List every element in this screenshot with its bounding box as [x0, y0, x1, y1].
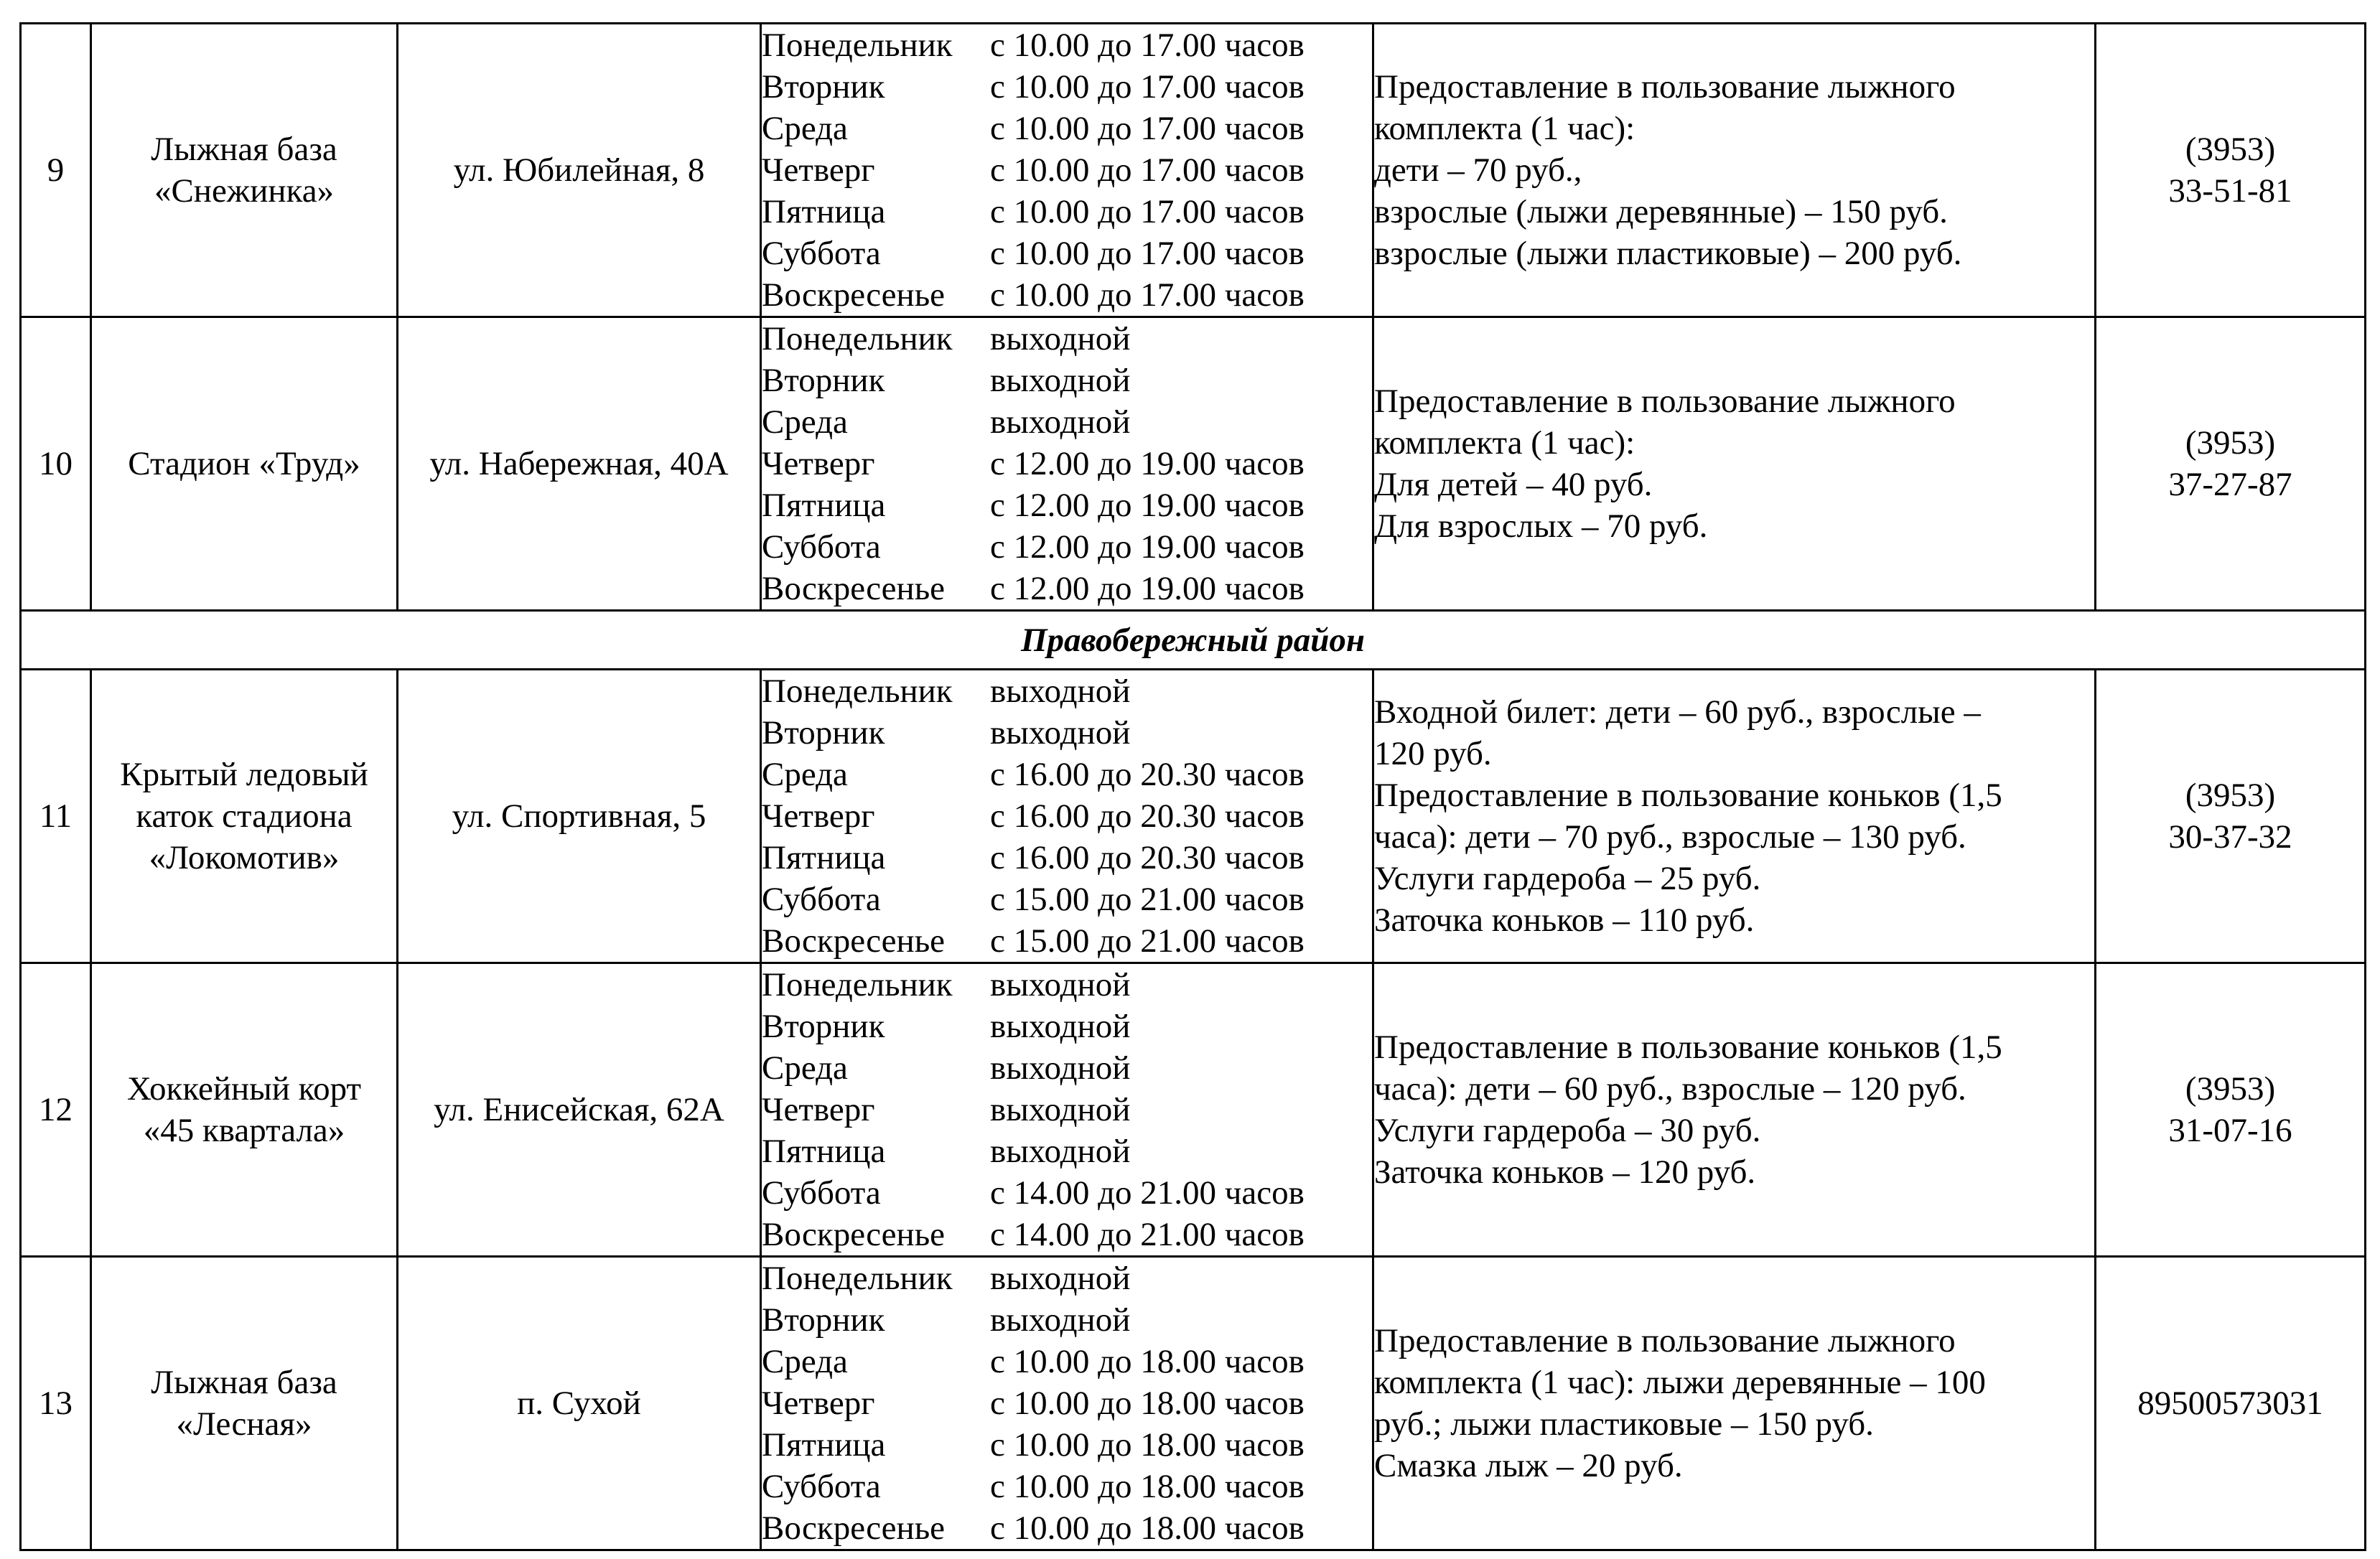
schedule-day: Четверг: [762, 1091, 875, 1128]
price-line: часа): дети – 60 руб., взрослые – 120 руб.: [1374, 1070, 1966, 1108]
schedule-hours: с 12.00 до 19.00 часов: [990, 487, 1305, 524]
price-line: комплекта (1 час): лыжи деревянные – 100: [1374, 1364, 1986, 1401]
schedule-line: [762, 670, 1372, 712]
schedule-line: [762, 837, 1372, 879]
phone-cell: [2096, 963, 2366, 1257]
facility-name-line: «45 квартала»: [143, 1112, 345, 1149]
facility-name-line: «Лесная»: [176, 1405, 312, 1443]
schedule-hours: с 16.00 до 20.30 часов: [990, 797, 1305, 835]
schedule-day: Четверг: [762, 797, 875, 835]
schedule-line: [762, 1089, 1372, 1130]
price-line: Входной билет: дети – 60 руб., взрослые –: [1374, 693, 1981, 731]
price-cell: [1373, 317, 2096, 611]
row-number: 11: [21, 670, 91, 963]
schedule-day: Понедельник: [762, 673, 953, 710]
price-line: взрослые (лыжи деревянные) – 150 руб.: [1374, 193, 1948, 230]
facility-name-line: Лыжная база: [151, 1364, 337, 1401]
price-line: часа): дети – 70 руб., взрослые – 130 руб.: [1374, 818, 1966, 856]
schedule-hours: выходной: [990, 966, 1131, 1003]
schedule-line: [762, 108, 1372, 149]
facility-name: [91, 670, 398, 963]
schedule-line: [762, 1130, 1372, 1172]
schedule-hours: с 12.00 до 19.00 часов: [990, 528, 1305, 566]
price-line: Предоставление в пользование коньков (1,5: [1374, 777, 2002, 814]
phone-line: 31-07-16: [2168, 1112, 2292, 1149]
schedule-day: Воскресенье: [762, 570, 945, 607]
facility-name-line: «Локомотив»: [149, 839, 340, 876]
facility-name-line: Крытый ледовый: [120, 756, 368, 793]
schedule-day: Пятница: [762, 193, 886, 230]
phone-cell: [2096, 670, 2366, 963]
schedule-day: Понедельник: [762, 320, 953, 357]
schedule-line: [762, 1047, 1372, 1089]
price-line: Предоставление в пользование лыжного: [1374, 1322, 1956, 1359]
schedule-day: Среда: [762, 403, 848, 441]
schedule-day: Вторник: [762, 68, 885, 106]
schedule-day: Вторник: [762, 362, 885, 399]
schedule-line: [762, 1382, 1372, 1424]
schedule-day: Среда: [762, 1343, 848, 1380]
schedule-day: Понедельник: [762, 966, 953, 1003]
schedule-line: [762, 1424, 1372, 1466]
schedule-hours: с 16.00 до 20.30 часов: [990, 756, 1305, 793]
schedule-line: [762, 1341, 1372, 1382]
phone-cell: [2096, 24, 2366, 317]
schedule-day: Суббота: [762, 1174, 881, 1212]
price-line: Для взрослых – 70 руб.: [1374, 507, 1708, 545]
schedule-hours: выходной: [990, 1133, 1131, 1170]
schedule-hours: с 10.00 до 18.00 часов: [990, 1385, 1305, 1422]
schedule-hours: с 10.00 до 17.00 часов: [990, 193, 1305, 230]
schedule-hours: с 10.00 до 18.00 часов: [990, 1343, 1305, 1380]
facility-address: ул. Спортивная, 5: [398, 670, 761, 963]
schedule-line: [762, 1214, 1372, 1255]
schedule-hours: с 12.00 до 19.00 часов: [990, 445, 1305, 482]
schedule-day: Воскресенье: [762, 1216, 945, 1253]
facilities-table: [19, 22, 2366, 1551]
schedule-line: [762, 1258, 1372, 1299]
price-line: Услуги гардероба – 25 руб.: [1374, 860, 1761, 897]
schedule-hours: с 16.00 до 20.30 часов: [990, 839, 1305, 876]
schedule-day: Вторник: [762, 1008, 885, 1045]
price-cell: [1373, 670, 2096, 963]
schedule-day: Пятница: [762, 1133, 886, 1170]
facility-name-line: «Снежинка»: [154, 172, 335, 210]
schedule-line: [762, 526, 1372, 568]
schedule-day: Суббота: [762, 528, 881, 566]
schedule-hours: выходной: [990, 1260, 1131, 1297]
table-row: [21, 317, 2366, 611]
facility-name-line: Лыжная база: [151, 131, 337, 168]
section-header-row: [21, 611, 2366, 670]
schedule-line: [762, 24, 1372, 66]
schedule-line: [762, 484, 1372, 526]
facility-name: [91, 963, 398, 1257]
schedule-line: [762, 754, 1372, 795]
price-line: руб.; лыжи пластиковые – 150 руб.: [1374, 1405, 1874, 1443]
price-line: Смазка лыж – 20 руб.: [1374, 1447, 1683, 1484]
schedule-line: [762, 149, 1372, 191]
schedule-line: [762, 920, 1372, 962]
schedule-line: [762, 191, 1372, 233]
row-number: 13: [21, 1257, 91, 1550]
phone-line: 30-37-32: [2168, 818, 2292, 856]
schedule-hours: выходной: [990, 714, 1131, 752]
schedule-hours: с 14.00 до 21.00 часов: [990, 1174, 1305, 1212]
section-title: Правобережный район: [21, 611, 2366, 670]
phone-line: 37-27-87: [2168, 466, 2292, 503]
schedule-hours: выходной: [990, 320, 1131, 357]
schedule-hours: с 10.00 до 18.00 часов: [990, 1468, 1305, 1505]
schedule-day: Воскресенье: [762, 1509, 945, 1547]
schedule-day: Четверг: [762, 445, 875, 482]
schedule-day: Суббота: [762, 235, 881, 272]
schedule-line: [762, 443, 1372, 484]
price-line: Предоставление в пользование коньков (1,5: [1374, 1029, 2002, 1066]
table-row: [21, 670, 2366, 963]
schedule-day: Четверг: [762, 1385, 875, 1422]
price-line: Заточка коньков – 120 руб.: [1374, 1153, 1756, 1191]
schedule-line: [762, 233, 1372, 274]
schedule-hours: с 10.00 до 17.00 часов: [990, 110, 1305, 147]
price-line: Предоставление в пользование лыжного: [1374, 68, 1956, 106]
schedule-line: [762, 1006, 1372, 1047]
price-cell: [1373, 24, 2096, 317]
schedule-hours: выходной: [990, 1049, 1131, 1087]
schedule-hours: с 10.00 до 18.00 часов: [990, 1509, 1305, 1547]
schedule-hours: выходной: [990, 403, 1131, 441]
facility-address: п. Сухой: [398, 1257, 761, 1550]
schedule-hours: с 15.00 до 21.00 часов: [990, 922, 1305, 960]
schedule-line: [762, 1466, 1372, 1507]
price-cell: [1373, 1257, 2096, 1550]
price-line: 120 руб.: [1374, 735, 1492, 772]
schedule-day: Пятница: [762, 487, 886, 524]
schedule-line: [762, 1507, 1372, 1549]
facility-address: ул. Набережная, 40А: [398, 317, 761, 611]
schedule-line: [762, 1299, 1372, 1341]
row-number: 12: [21, 963, 91, 1257]
facility-name: [91, 24, 398, 317]
facility-name: [91, 317, 398, 611]
schedule-cell: [761, 670, 1373, 963]
schedule-hours: выходной: [990, 1091, 1131, 1128]
facility-name: [91, 1257, 398, 1550]
schedule-line: [762, 360, 1372, 401]
schedule-cell: [761, 963, 1373, 1257]
schedule-line: [762, 66, 1372, 108]
schedule-day: Пятница: [762, 839, 886, 876]
phone-line: (3953): [2185, 424, 2276, 462]
price-cell: [1373, 963, 2096, 1257]
price-line: комплекта (1 час):: [1374, 110, 1635, 147]
schedule-day: Воскресенье: [762, 276, 945, 314]
schedule-day: Понедельник: [762, 1260, 953, 1297]
schedule-line: [762, 568, 1372, 609]
price-line: комплекта (1 час):: [1374, 424, 1635, 462]
schedule-day: Среда: [762, 1049, 848, 1087]
facility-name-line: Хоккейный корт: [127, 1070, 361, 1108]
facility-name-line: каток стадиона: [136, 797, 353, 835]
schedule-day: Понедельник: [762, 27, 953, 64]
facility-name-line: Стадион «Труд»: [128, 445, 360, 482]
schedule-line: [762, 1172, 1372, 1214]
schedule-hours: с 10.00 до 17.00 часов: [990, 276, 1305, 314]
schedule-hours: с 14.00 до 21.00 часов: [990, 1216, 1305, 1253]
schedule-day: Воскресенье: [762, 922, 945, 960]
schedule-line: [762, 401, 1372, 443]
schedule-cell: [761, 317, 1373, 611]
schedule-day: Среда: [762, 110, 848, 147]
schedule-day: Суббота: [762, 1468, 881, 1505]
schedule-line: [762, 274, 1372, 316]
table-row: [21, 963, 2366, 1257]
schedule-cell: [761, 24, 1373, 317]
phone-line: (3953): [2185, 131, 2276, 168]
schedule-cell: [761, 1257, 1373, 1550]
schedule-hours: с 10.00 до 18.00 часов: [990, 1426, 1305, 1464]
row-number: 10: [21, 317, 91, 611]
schedule-line: [762, 712, 1372, 754]
schedule-day: Суббота: [762, 881, 881, 918]
table-body: [21, 24, 2366, 1550]
schedule-hours: выходной: [990, 362, 1131, 399]
schedule-hours: с 10.00 до 17.00 часов: [990, 151, 1305, 189]
price-line: взрослые (лыжи пластиковые) – 200 руб.: [1374, 235, 1962, 272]
price-line: дети – 70 руб.,: [1374, 151, 1582, 189]
table-row: [21, 1257, 2366, 1550]
schedule-hours: с 10.00 до 17.00 часов: [990, 235, 1305, 272]
price-line: Для детей – 40 руб.: [1374, 466, 1653, 503]
schedule-line: [762, 318, 1372, 360]
phone-line: (3953): [2185, 777, 2276, 814]
schedule-hours: с 10.00 до 17.00 часов: [990, 68, 1305, 106]
price-line: Предоставление в пользование лыжного: [1374, 383, 1956, 420]
facility-address: ул. Енисейская, 62А: [398, 963, 761, 1257]
schedule-day: Вторник: [762, 1301, 885, 1339]
price-line: Заточка коньков – 110 руб.: [1374, 902, 1755, 939]
table-row: [21, 24, 2366, 317]
schedule-line: [762, 879, 1372, 920]
phone-line: (3953): [2185, 1070, 2276, 1108]
phone-line: 33-51-81: [2168, 172, 2292, 210]
schedule-day: Среда: [762, 756, 848, 793]
facility-address: ул. Юбилейная, 8: [398, 24, 761, 317]
row-number: 9: [21, 24, 91, 317]
price-line: Услуги гардероба – 30 руб.: [1374, 1112, 1761, 1149]
phone-cell: [2096, 1257, 2366, 1550]
schedule-hours: выходной: [990, 1301, 1131, 1339]
schedule-day: Вторник: [762, 714, 885, 752]
schedule-hours: с 15.00 до 21.00 часов: [990, 881, 1305, 918]
schedule-day: Четверг: [762, 151, 875, 189]
schedule-hours: с 12.00 до 19.00 часов: [990, 570, 1305, 607]
phone-cell: [2096, 317, 2366, 611]
schedule-hours: выходной: [990, 673, 1131, 710]
schedule-hours: выходной: [990, 1008, 1131, 1045]
schedule-hours: с 10.00 до 17.00 часов: [990, 27, 1305, 64]
schedule-line: [762, 795, 1372, 837]
schedule-line: [762, 964, 1372, 1006]
phone-line: 89500573031: [2137, 1385, 2323, 1422]
schedule-day: Пятница: [762, 1426, 886, 1464]
